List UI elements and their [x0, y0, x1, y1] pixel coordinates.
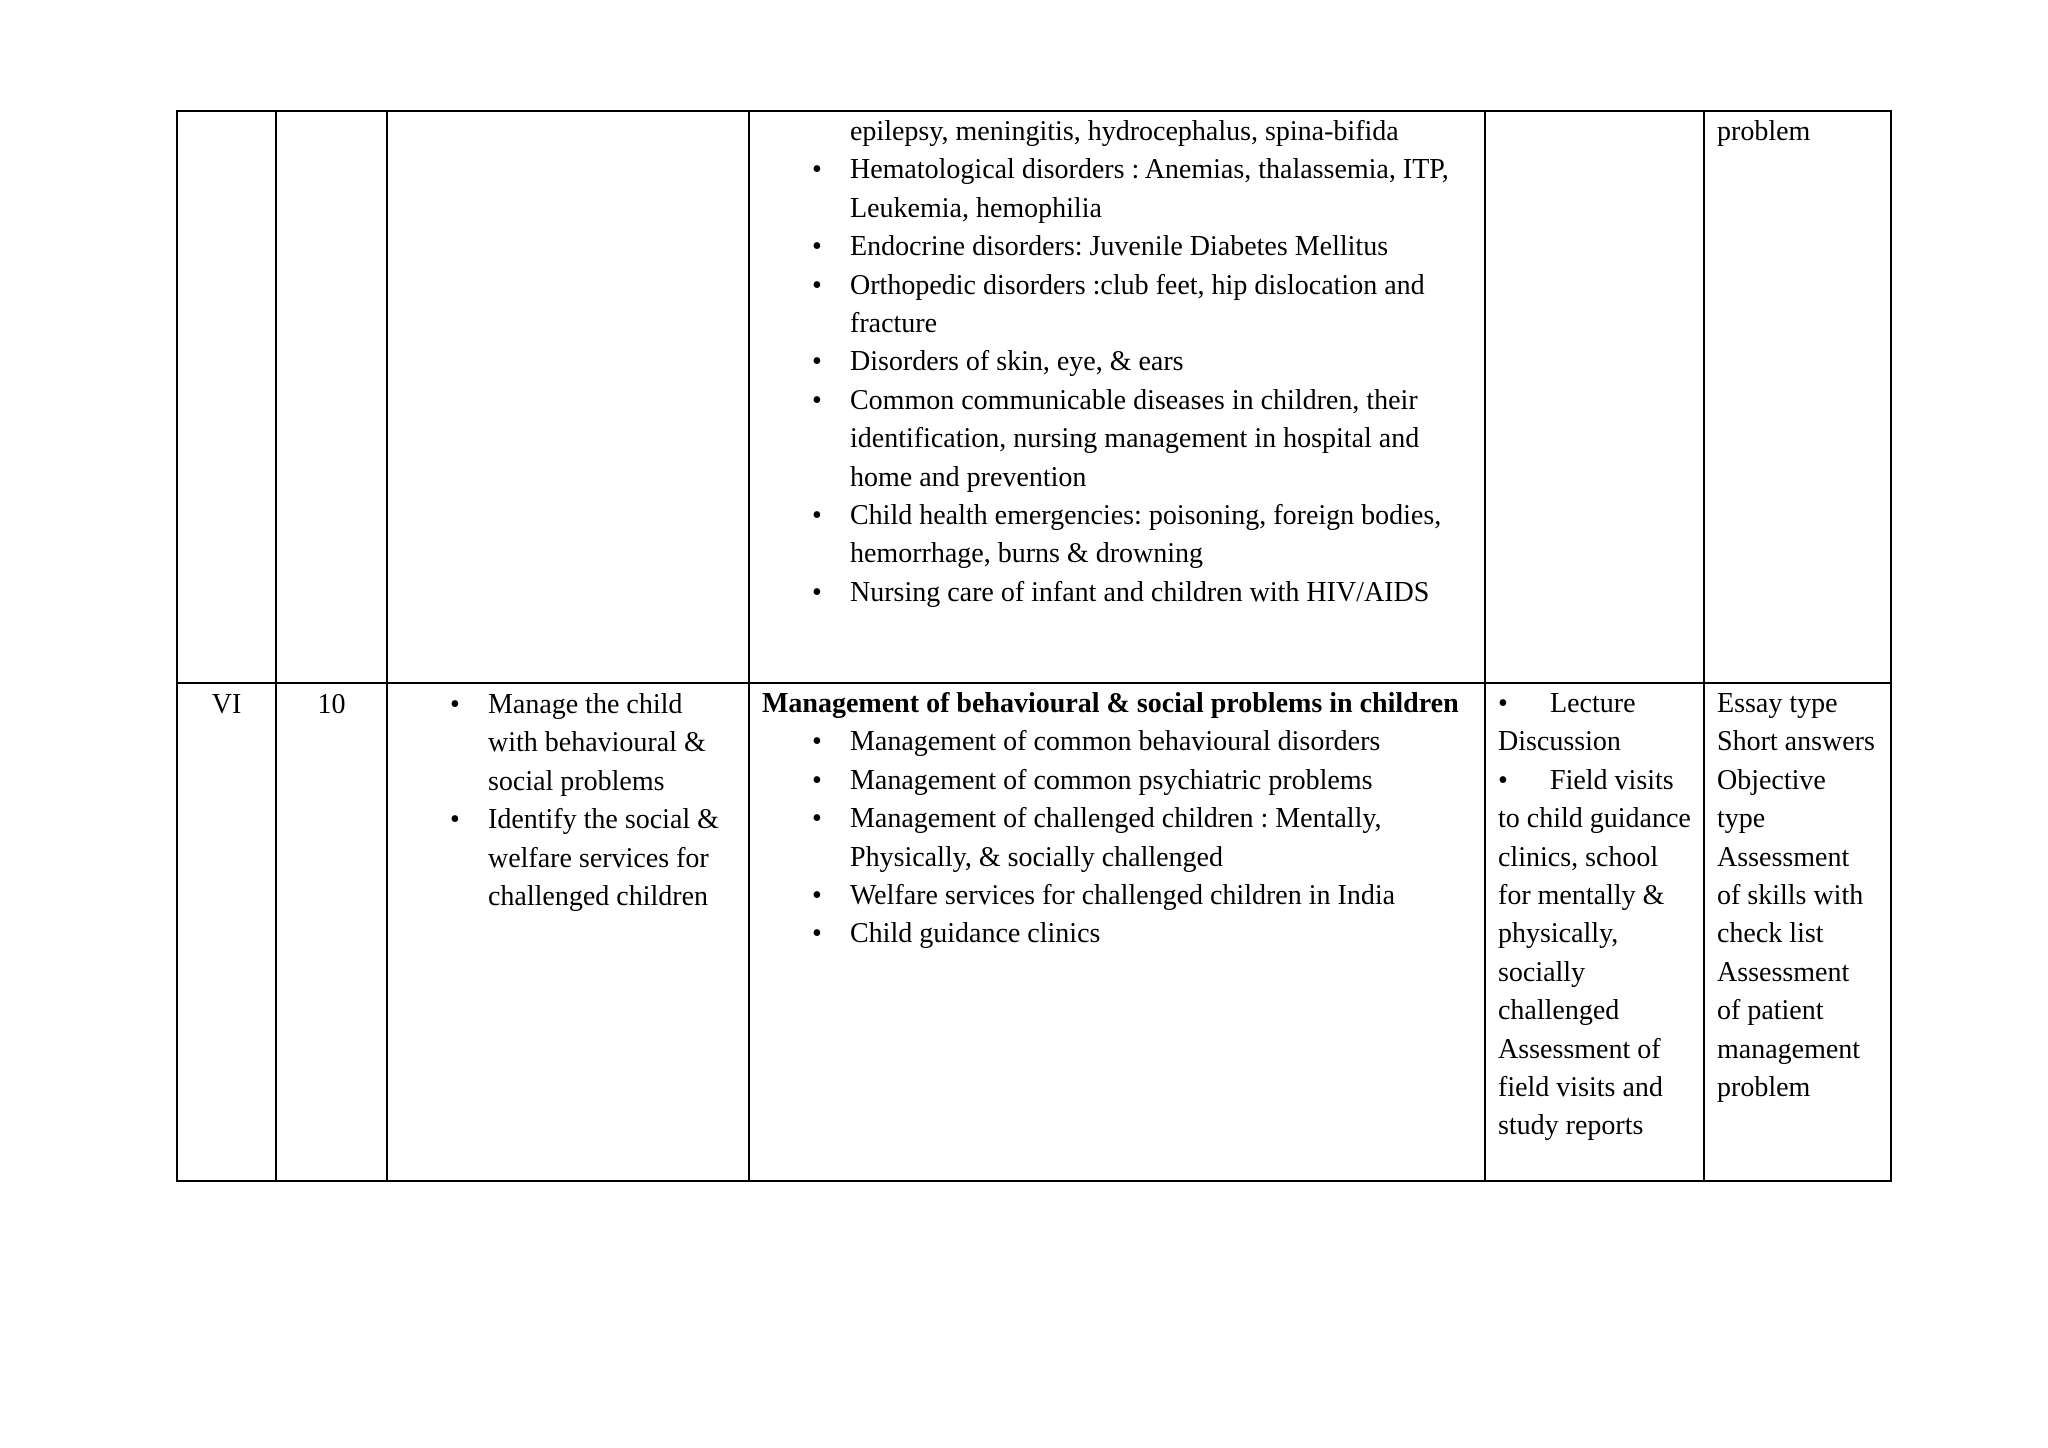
bullet-icon: •: [1498, 688, 1508, 719]
bullet-icon: •: [450, 689, 460, 720]
list-item: • Identify the social & welfare services for challenged children: [388, 801, 738, 916]
list-item: • Hematological disorders : Anemias, thalassemia, ITP, Leukemia, hemophilia: [762, 151, 1472, 228]
bullet-icon: •: [812, 384, 822, 416]
bullet-icon: •: [812, 918, 822, 950]
list-item: • Orthopedic disorders :club feet, hip dislocation and fracture: [762, 267, 1472, 344]
bullet-icon: •: [812, 880, 822, 912]
syllabus-table: [176, 110, 1892, 1182]
bullet-icon: •: [812, 346, 822, 378]
method-item: Assessment of field visits and study reports: [1498, 1033, 1663, 1142]
evaluation-item: Assessment of skills with check list: [1717, 841, 1864, 950]
evaluation-cell: [1704, 111, 1891, 683]
list-item: • Nursing care of infant and children with HIV/AIDS: [762, 574, 1472, 612]
table-row-unit-vi: [177, 683, 1891, 1181]
table-row-continued: [177, 111, 1891, 683]
list-item: • Manage the child with behavioural & social problems: [388, 686, 738, 801]
list-item: • Child guidance clinics: [762, 915, 1472, 953]
evaluation-item: Essay type: [1717, 688, 1838, 719]
list-item: • Management of challenged children : Mentally, Physically, & socially challenged: [762, 800, 1472, 877]
method-item: • Field visits to child guidance clinics, school for mentally & physically, socially challenged: [1498, 762, 1691, 1031]
bullet-icon: •: [1498, 764, 1508, 796]
list-item: • Welfare services for challenged children in India: [762, 877, 1472, 915]
methods-cell: [1485, 683, 1704, 1181]
list-item-continuation: epilepsy, meningitis, hydrocephalus, spina-bifida: [850, 116, 1399, 147]
content-heading: Management of behavioural & social problems in children: [762, 688, 1459, 719]
content-cell: [749, 683, 1485, 1181]
bullet-icon: •: [812, 576, 822, 608]
evaluation-text: problem: [1717, 116, 1811, 147]
bullet-icon: •: [812, 500, 822, 532]
unit-cell: [177, 683, 276, 1181]
time-cell-empty: [276, 111, 387, 683]
list-item: • Management of common behavioural disorders: [762, 723, 1472, 761]
content-list: [762, 723, 1472, 953]
unit-number: VI: [211, 689, 242, 720]
list-item: • Endocrine disorders: Juvenile Diabetes Mellitus: [762, 228, 1472, 266]
bullet-icon: •: [812, 154, 822, 186]
list-item: • Management of common psychiatric problems: [762, 762, 1472, 800]
method-item: • Lecture Discussion: [1498, 685, 1691, 762]
objectives-cell-empty: [387, 111, 749, 683]
content-list: [762, 113, 1472, 612]
time-cell: [276, 683, 387, 1181]
content-cell: [749, 111, 1485, 683]
evaluation-item: Short answers: [1717, 726, 1875, 758]
methods-cell-empty: [1485, 111, 1704, 683]
bullet-icon: •: [812, 764, 822, 796]
bullet-icon: •: [812, 803, 822, 835]
list-item: • Child health emergencies: poisoning, foreign bodies, hemorrhage, burns & drowning: [762, 497, 1472, 574]
bullet-icon: •: [812, 269, 822, 301]
objectives-list: [388, 686, 738, 916]
time-hours: 10: [317, 689, 346, 720]
evaluation-item: Objective type: [1717, 764, 1826, 835]
evaluation-cell: [1704, 683, 1891, 1181]
bullet-icon: •: [812, 231, 822, 263]
list-item: • Disorders of skin, eye, & ears: [762, 343, 1472, 381]
bullet-icon: •: [812, 726, 822, 758]
evaluation-item: Assessment of patient management problem: [1717, 956, 1861, 1104]
list-item: • Common communicable diseases in children, their identification, nursing management in hospital and home and prevention: [762, 382, 1472, 497]
unit-cell-empty: [177, 111, 276, 683]
bullet-icon: •: [450, 804, 460, 836]
objectives-cell: [387, 683, 749, 1181]
